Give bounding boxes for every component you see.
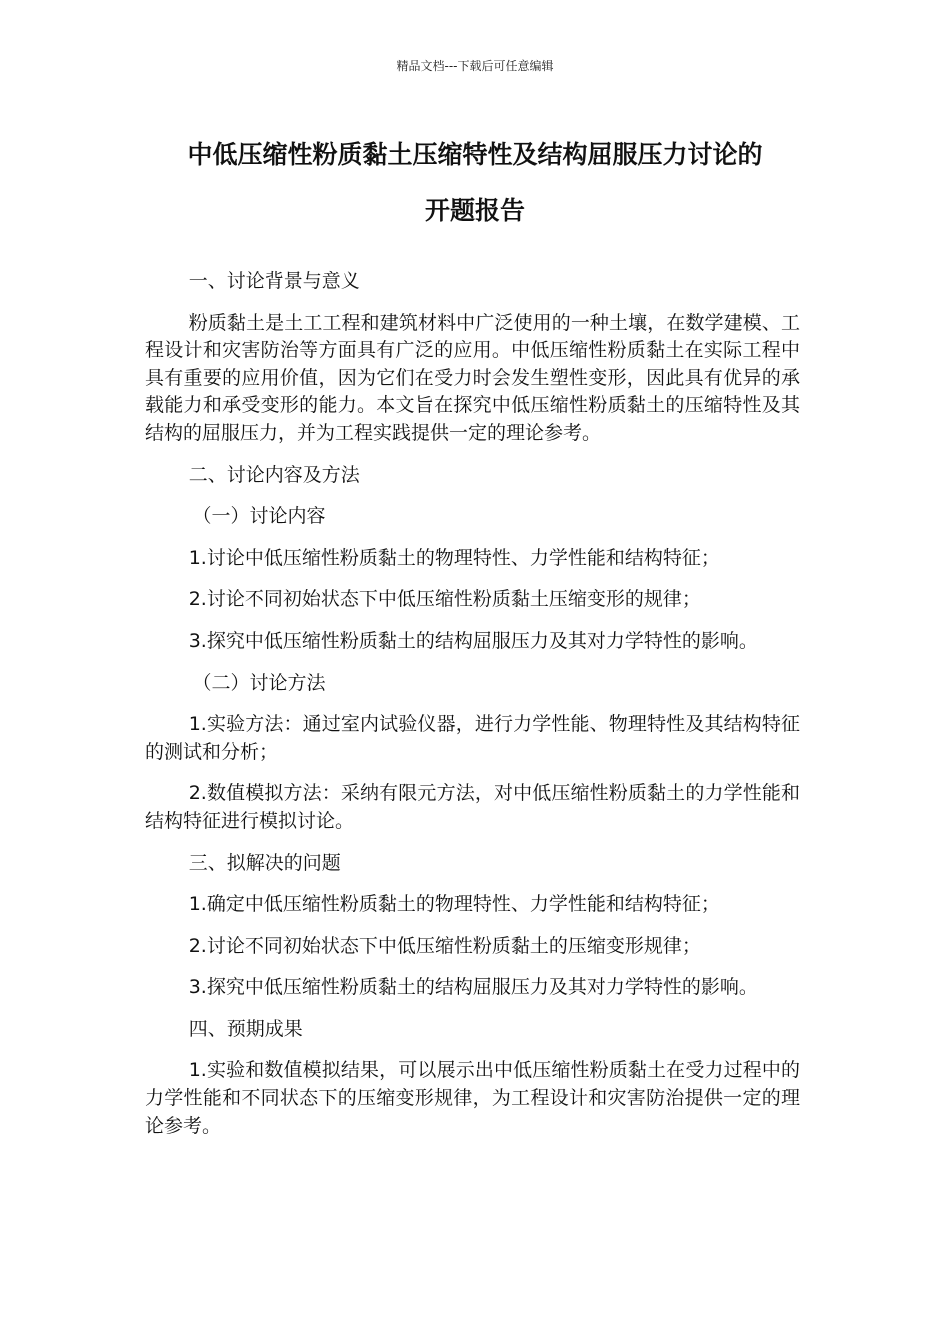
header-note: 精品文档---下载后可任意编辑	[396, 59, 554, 73]
section-3-heading: 三、拟解决的问题	[188, 851, 341, 874]
document-title-line-1: 中低压缩性粉质黏土压缩特性及结构屈服压力讨论的	[187, 140, 763, 169]
document-body	[145, 268, 800, 1154]
list-item: 2.讨论不同初始状态下中低压缩性粉质黏土压缩变形的规律；	[188, 588, 701, 611]
list-item: 2.数值模拟方法：采纳有限元方法，对中低压缩性粉质黏土的力学性能和结构特征进行模拟讨论。	[145, 782, 800, 832]
list-item: 2.讨论不同初始状态下中低压缩性粉质黏土的压缩变形规律；	[188, 934, 701, 957]
list-item: 3.探究中低压缩性粉质黏土的结构屈服压力及其对力学特性的影响。	[188, 629, 758, 652]
list-item: 1.确定中低压缩性粉质黏土的物理特性、力学性能和结构特征；	[188, 893, 720, 916]
section-1-paragraph: 粉质黏土是土工工程和建筑材料中广泛使用的一种土壤，在数学建模、工程设计和灾害防治等方面具有广泛的应用。中低压缩性粉质黏土在实际工程中具有重要的应用价值，因为它们在受力时会发生塑性变形，因此具有优异的承载能力和承受变形的能力。本文旨在探究中低压缩性粉质黏土的压缩特性及其结构的屈服压力，并为工程实践提供一定的理论参考。	[145, 311, 800, 444]
list-item: 1.讨论中低压缩性粉质黏土的物理特性、力学性能和结构特征；	[188, 546, 720, 569]
section-4-heading: 四、预期成果	[188, 1017, 303, 1040]
section-2-heading: 二、讨论内容及方法	[188, 463, 360, 486]
list-item: 3.探究中低压缩性粉质黏土的结构屈服压力及其对力学特性的影响。	[188, 976, 758, 999]
list-item: 1.实验和数值模拟结果，可以展示出中低压缩性粉质黏土在受力过程中的力学性能和不同状态下的压缩变形规律，为工程设计和灾害防治提供一定的理论参考。	[145, 1059, 800, 1137]
list-item: 1.实验方法：通过室内试验仪器，进行力学性能、物理特性及其结构特征的测试和分析；	[145, 713, 800, 763]
section-2-subheading-content: （一）讨论内容	[192, 505, 326, 528]
section-1-heading: 一、讨论背景与意义	[188, 270, 360, 292]
document-title-line-2: 开题报告	[424, 196, 525, 225]
section-2-subheading-method: （二）讨论方法	[192, 671, 326, 694]
